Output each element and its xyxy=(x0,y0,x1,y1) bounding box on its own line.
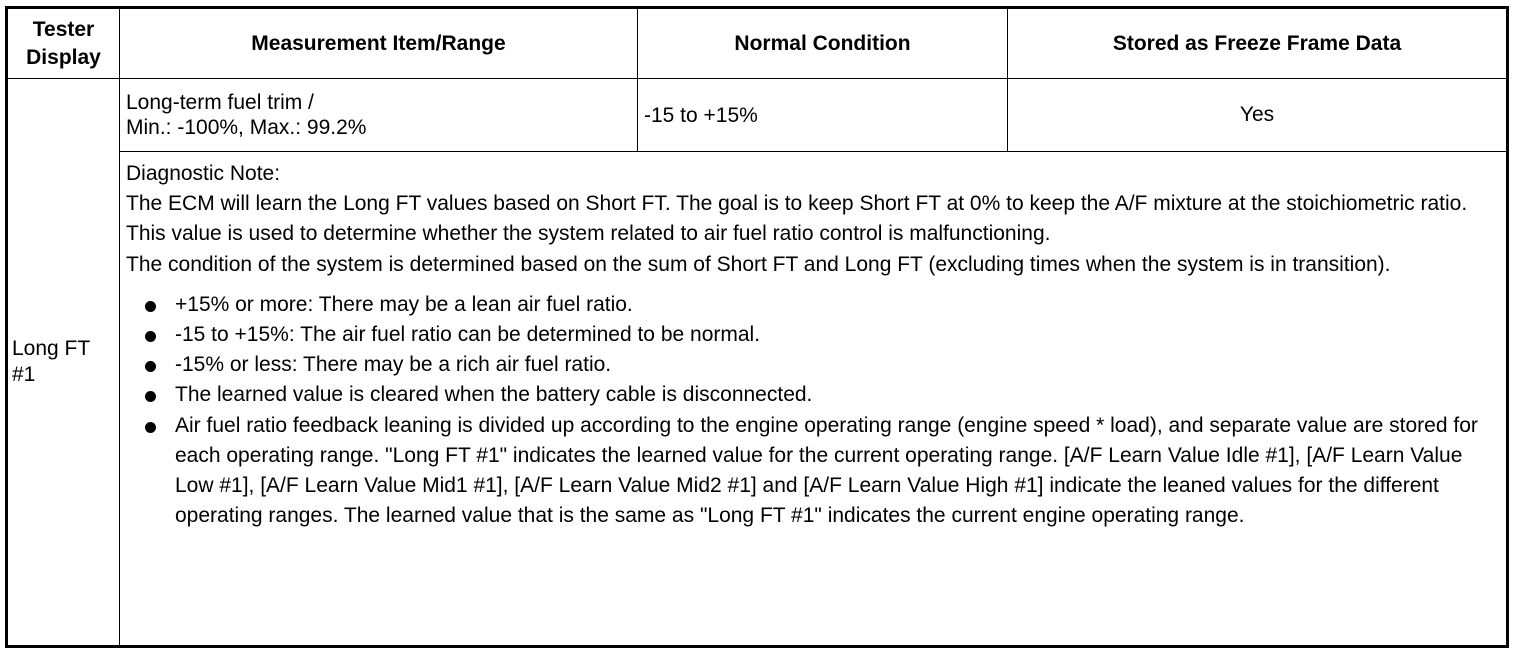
tester-display-cell xyxy=(7,79,120,647)
note-paragraph: This value is used to determine whether the system related to air fuel ratio control is malfunctioning. xyxy=(126,222,1051,246)
note-row xyxy=(7,152,1508,647)
note-bullet-list xyxy=(126,290,1500,532)
note-bullet-text: -15% or less: There may be a rich air fuel ratio. xyxy=(175,353,612,377)
note-title: Diagnostic Note: xyxy=(126,162,281,185)
header-freeze-frame: Stored as Freeze Frame Data xyxy=(1008,8,1508,79)
bullet-dot-icon xyxy=(145,391,156,402)
bullet-dot-icon xyxy=(145,331,156,342)
note-bullet-item xyxy=(126,290,1500,320)
bullet-dot-icon xyxy=(145,422,156,433)
value-row xyxy=(7,79,1508,152)
bullet-dot-icon xyxy=(145,361,156,372)
header-normal-condition: Normal Condition xyxy=(638,8,1008,79)
note-paragraph: The ECM will learn the Long FT values based on Short FT. The goal is to keep Short FT at 0% to keep the A/F mixture at the stoichiometric ratio. xyxy=(126,192,1468,216)
note-bullet-item xyxy=(126,380,1500,410)
header-tester-display xyxy=(7,8,120,79)
header-row xyxy=(7,8,1508,79)
measurement-cell xyxy=(120,79,638,152)
note-bullet-item xyxy=(126,350,1500,380)
measurement-line-1: Long-term fuel trim / xyxy=(126,91,314,114)
note-bullet-item xyxy=(126,320,1500,350)
note-bullet-text: The learned value is cleared when the battery cable is disconnected. xyxy=(175,383,813,407)
diagnostic-data-table xyxy=(5,6,1509,648)
note-bullet-item xyxy=(126,411,1500,532)
normal-condition-cell: -15 to +15% xyxy=(638,79,1008,152)
freeze-frame-cell: Yes xyxy=(1008,79,1508,152)
header-tester-display-label: Tester Display xyxy=(26,17,101,69)
measurement-line-2: Min.: -100%, Max.: 99.2% xyxy=(126,116,367,139)
header-measurement: Measurement Item/Range xyxy=(120,8,638,79)
diagnostic-note-cell xyxy=(120,152,1508,647)
note-bullet-text: -15 to +15%: The air fuel ratio can be determined to be normal. xyxy=(175,323,761,347)
bullet-dot-icon xyxy=(145,301,156,312)
tester-display-value: Long FT #1 xyxy=(12,337,90,386)
note-bullet-text: Air fuel ratio feedback leaning is divided up according to the engine operating range (engine speed * load), and separate value are stored for each operating range. "Long FT #1" indicates the learned value for the current operating range. [A/F Learn Value Idle #1], [A/F Learn Value Low #1], [A/F Learn Value Mid1 #1], [A/F Learn Value Mid2 #1] and [A/F Learn Value High #1] indicate the leaned values for the different operating ranges. The learned value that is the same as "Long FT #1" indicates the current engine operating range. xyxy=(175,413,1478,528)
note-paragraph: The condition of the system is determined based on the sum of Short FT and Long FT (excluding times when the system is in transition). xyxy=(126,252,1391,276)
note-bullet-text: +15% or more: There may be a lean air fuel ratio. xyxy=(175,292,633,316)
